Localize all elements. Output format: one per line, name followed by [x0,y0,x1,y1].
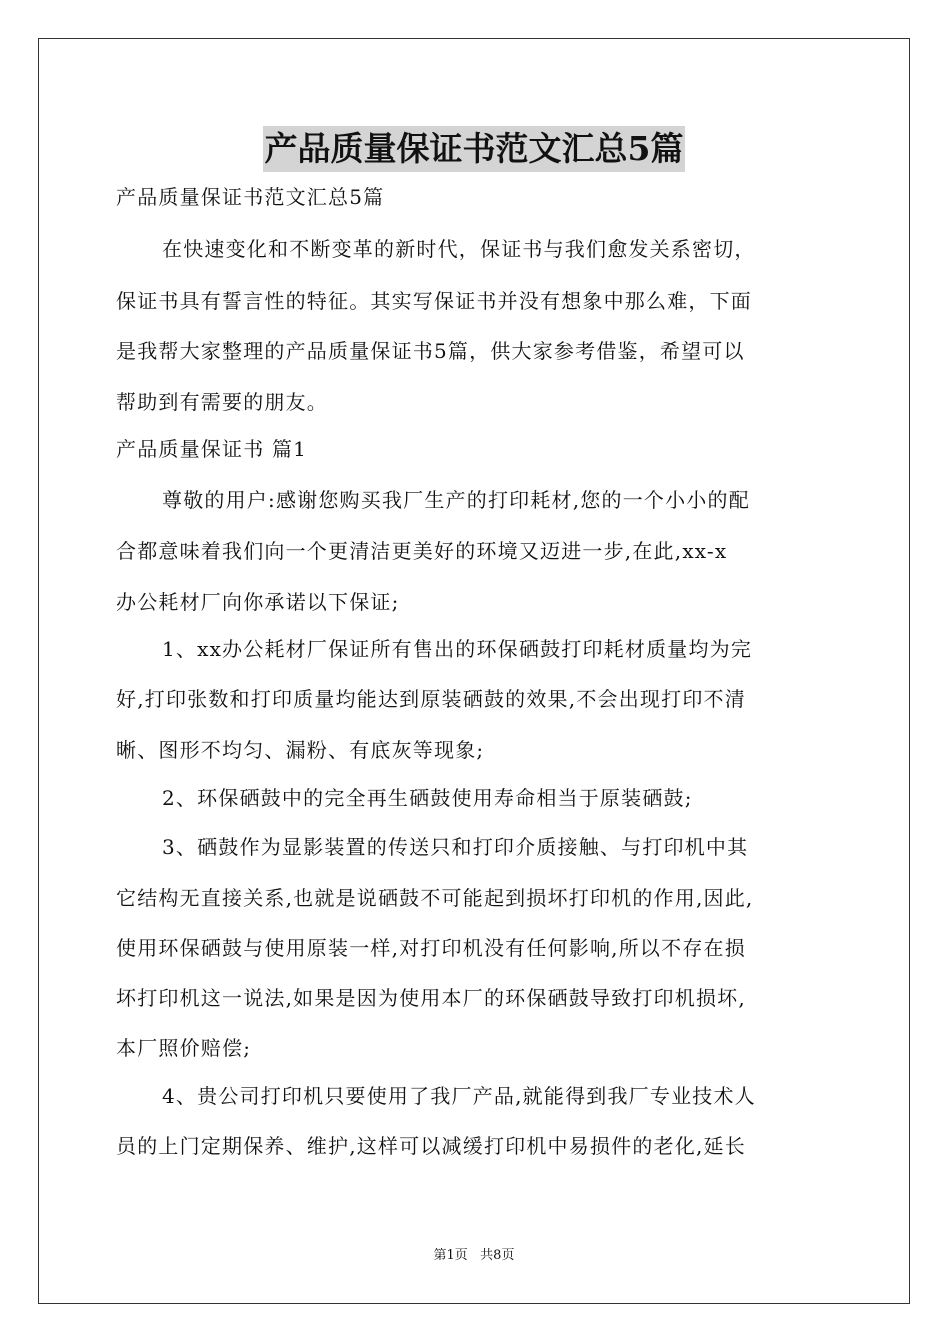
page-border [38,38,910,1304]
paragraph-line: 它结构无直接关系,也就是说硒鼓不可能起到损坏打印机的作用,因此, [116,886,754,910]
document-title: 产品质量保证书范文汇总5篇 [263,126,686,172]
page-number: 第1页 共8页 [433,1248,515,1263]
subtitle-line: 产品质量保证书范文汇总5篇 [116,185,385,209]
section-heading: 产品质量保证书 篇1 [116,437,308,461]
paragraph-line: 使用环保硒鼓与使用原装一样,对打印机没有任何影响,所以不存在损 [116,936,746,960]
paragraph-line: 晰、图形不均匀、漏粉、有底灰等现象; [116,738,485,762]
paragraph-line: 员的上门定期保养、维护,这样可以减缓打印机中易损件的老化,延长 [116,1134,746,1158]
paragraph-line: 2、环保硒鼓中的完全再生硒鼓使用寿命相当于原装硒鼓; [162,786,693,810]
paragraph-line: 本厂照价赔偿; [116,1036,252,1060]
paragraph-line: 帮助到有需要的朋友。 [116,390,328,414]
paragraph-line: 1、xx办公耗材厂保证所有售出的环保硒鼓打印耗材质量均为完 [162,637,753,661]
paragraph-line: 好,打印张数和打印质量均能达到原装硒鼓的效果,不会出现打印不清 [116,687,746,711]
paragraph-line: 是我帮大家整理的产品质量保证书5篇，供大家参考借鉴，希望可以 [116,339,745,363]
paragraph-line: 3、硒鼓作为显影装置的传送只和打印介质接触、与打印机中其 [162,835,749,859]
paragraph-line: 坏打印机这一说法,如果是因为使用本厂的环保硒鼓导致打印机损坏, [116,986,746,1010]
paragraph-line: 尊敬的用户:感谢您购买我厂生产的打印耗材,您的一个小小的配 [162,488,750,512]
title-container [38,126,910,172]
paragraph-line: 保证书具有誓言性的特征。其实写保证书并没有想象中那么难，下面 [116,289,752,313]
paragraph-line: 办公耗材厂向你承诺以下保证; [116,590,400,614]
page-footer [38,1247,910,1265]
paragraph-line: 合都意味着我们向一个更清洁更美好的环境又迈进一步,在此,xx-x [116,539,728,563]
paragraph-line: 4、贵公司打印机只要使用了我厂产品,就能得到我厂专业技术人 [162,1084,756,1108]
paragraph-line: 在快速变化和不断变革的新时代，保证书与我们愈发关系密切， [162,237,756,261]
